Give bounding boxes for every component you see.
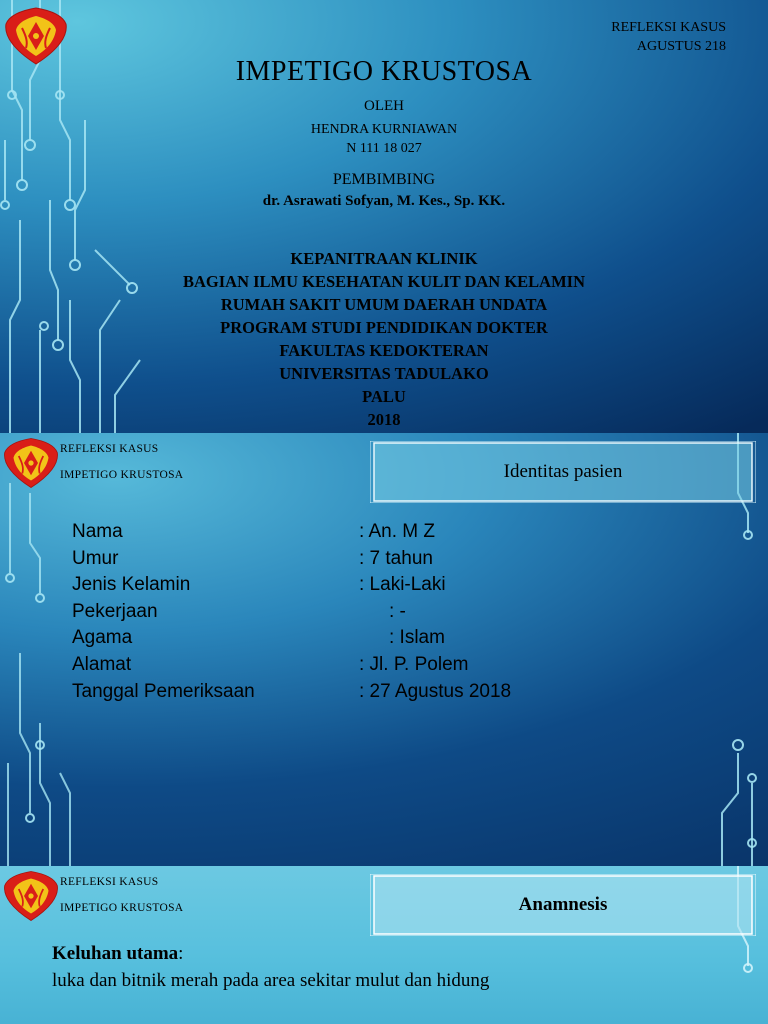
student-id: N 111 18 027	[346, 141, 422, 156]
identity-slide	[0, 433, 768, 866]
title-slide	[0, 0, 768, 433]
identity-row	[72, 601, 672, 628]
identity-row	[72, 654, 672, 681]
identity-label: Umur	[72, 547, 119, 569]
meta-line-1: REFLEKSI KASUS	[611, 20, 726, 35]
identity-value: : An. M Z	[359, 521, 436, 542]
header-label-2: IMPETIGO KRUSTOSA	[60, 902, 184, 914]
chief-complaint-label: Keluhan utama	[52, 943, 179, 964]
institution-line: FAKULTAS KEDOKTERAN	[279, 341, 489, 360]
identity-label: Pekerjaan	[72, 600, 158, 622]
header-label-2: IMPETIGO KRUSTOSA	[60, 469, 184, 481]
identity-label: Agama	[72, 627, 133, 649]
identity-row	[72, 681, 672, 708]
identity-row	[72, 627, 672, 654]
identity-label: Jenis Kelamin	[72, 574, 191, 596]
section-title: Identitas pasien	[503, 461, 623, 482]
identity-row	[72, 548, 672, 575]
identity-value: : Jl. P. Polem	[359, 654, 469, 675]
institution-line: PROGRAM STUDI PENDIDIKAN DOKTER	[220, 318, 548, 337]
chief-complaint-text: luka dan bitnik merah pada area sekitar mulut dan hidung	[52, 970, 490, 991]
anamnesis-body	[52, 940, 489, 994]
institution-line: PALU	[362, 387, 406, 406]
identity-value: : Laki-Laki	[359, 574, 446, 596]
section-title: Anamnesis	[518, 894, 608, 915]
university-logo-icon	[3, 436, 59, 490]
identity-value: : 27 Agustus 2018	[359, 680, 512, 702]
presentation-title: IMPETIGO KRUSTOSA	[235, 56, 533, 87]
identity-value: : Islam	[389, 627, 445, 649]
identity-row	[72, 574, 672, 601]
by-label: OLEH	[364, 98, 404, 114]
chief-complaint-heading	[52, 940, 489, 967]
chief-complaint-colon: :	[178, 943, 184, 964]
institution-block	[0, 247, 768, 431]
identity-label: Tanggal Pemeriksaan	[72, 680, 255, 702]
author-block	[0, 120, 768, 158]
identity-label: Alamat	[72, 654, 132, 675]
header-label-1: REFLEKSI KASUS	[60, 876, 159, 888]
university-logo-icon	[3, 869, 59, 923]
institution-line: BAGIAN ILMU KESEHATAN KULIT DAN KELAMIN	[182, 272, 585, 291]
institution-line: 2018	[367, 410, 401, 429]
anamnesis-slide	[0, 866, 768, 1024]
header-label-1: REFLEKSI KASUS	[60, 443, 159, 455]
section-title-box	[370, 441, 756, 503]
supervisor-name: dr. Asrawati Sofyan, M. Kes., Sp. KK.	[262, 193, 506, 209]
institution-line: UNIVERSITAS TADULAKO	[279, 364, 489, 383]
slide-header-meta	[611, 18, 726, 56]
identity-label: Nama	[72, 521, 123, 542]
author-name: HENDRA KURNIAWAN	[310, 122, 458, 137]
identity-value: : -	[389, 600, 406, 622]
identity-value: : 7 tahun	[359, 547, 433, 569]
institution-line: RUMAH SAKIT UMUM DAERAH UNDATA	[220, 295, 548, 314]
institution-line: KEPANITRAAN KLINIK	[290, 249, 478, 268]
supervisor-label: PEMBIMBING	[332, 171, 436, 188]
section-title-box	[370, 874, 756, 936]
meta-line-2: AGUSTUS 218	[636, 39, 726, 54]
identity-row	[72, 521, 672, 548]
